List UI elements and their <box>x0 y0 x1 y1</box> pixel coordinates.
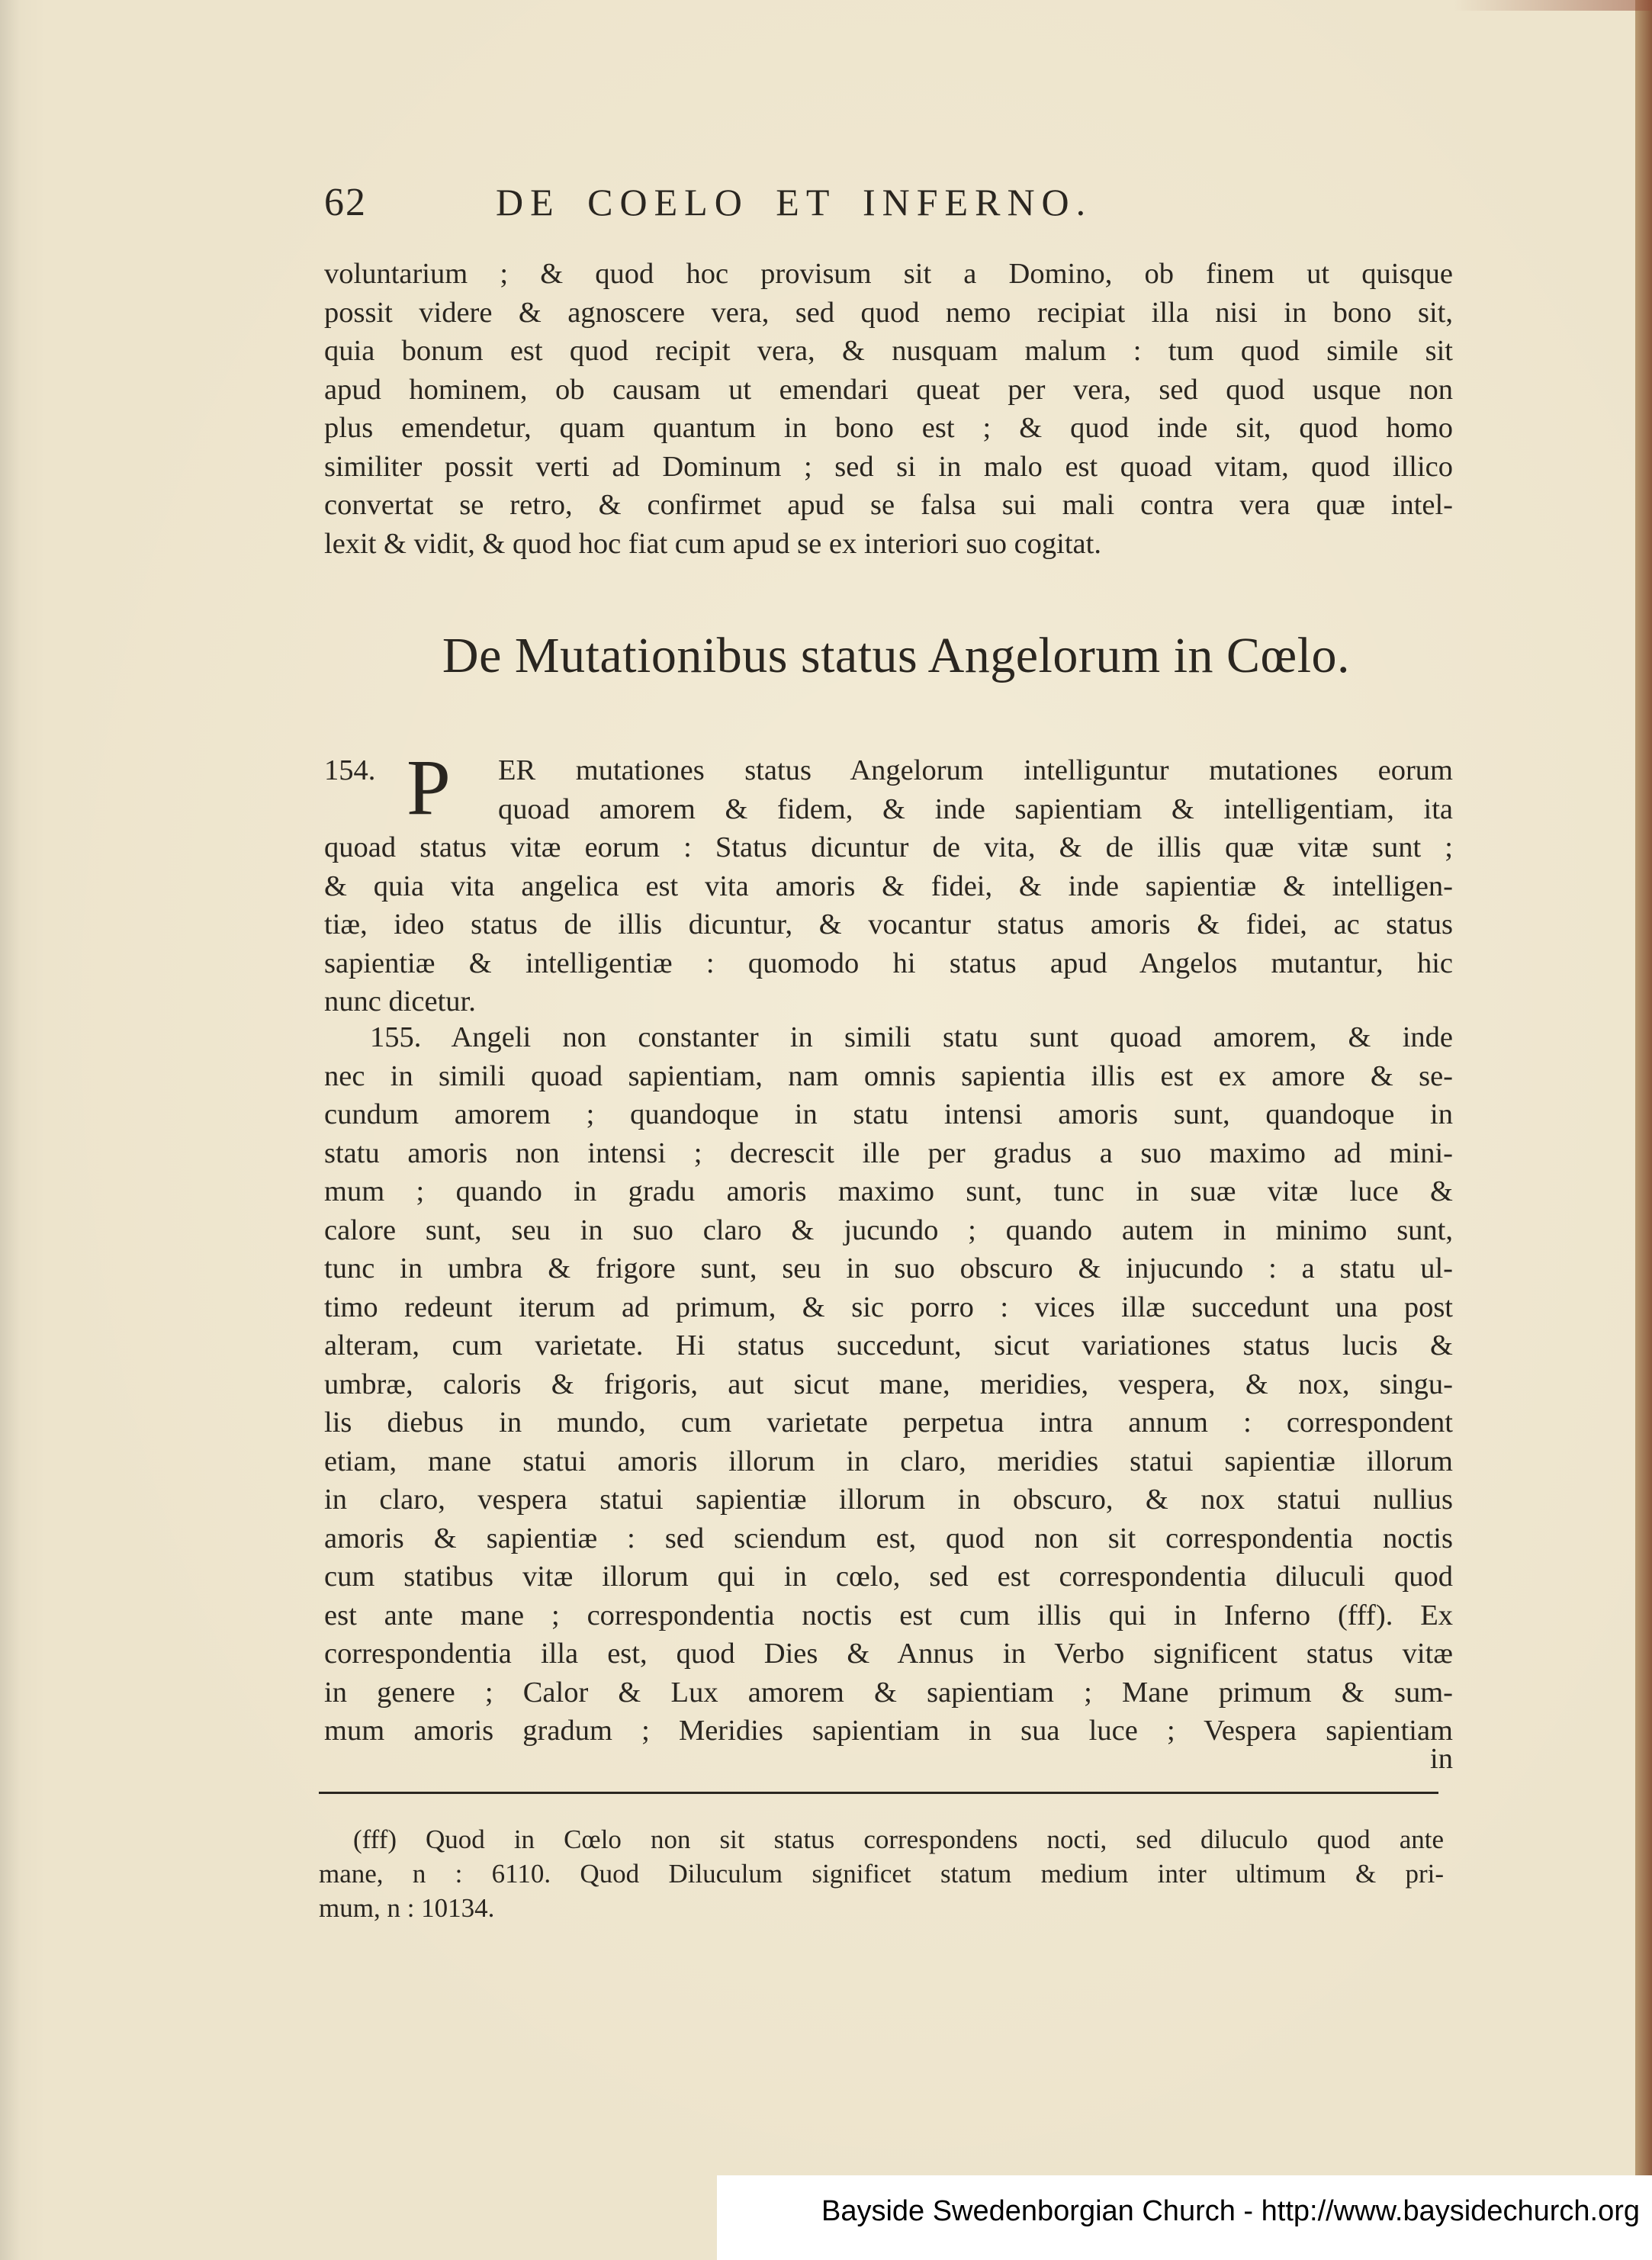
page-number: 62 <box>324 181 367 224</box>
text-line: mum ; quando in gradu amoris maximo sunt, tunc in suæ vitæ luce & <box>324 1175 1453 1207</box>
text-line: cundum amorem ; quandoque in statu intensi amoris sunt, quandoque in <box>324 1098 1453 1130</box>
text-line: timo redeunt iterum ad primum, & sic porro : vices illæ succedunt una post <box>324 1291 1453 1323</box>
section-title: De Mutationibus status Angelorum in Cœlo. <box>442 628 1351 683</box>
text-line: ER mutationes status Angelorum intelliguntur mutationes eorum <box>498 754 1453 786</box>
text-line: similiter possit verti ad Dominum ; sed si in malo est quoad vitam, quod illico <box>324 450 1453 483</box>
text-line: est ante mane ; correspondentia noctis est cum illis qui in Inferno (fff). Ex <box>324 1599 1453 1632</box>
text-line: 155. Angeli non constanter in simili statu sunt quoad amorem, & inde <box>370 1021 1453 1053</box>
text-line: quoad amorem & fidem, & inde sapientiam & intelligentiam, ita <box>498 792 1453 825</box>
watermark-text: Bayside Swedenborgian Church - http://www.baysidechurch.org <box>821 2195 1640 2227</box>
text-line: cum statibus vitæ illorum qui in cœlo, sed est correspondentia diluculi quod <box>324 1561 1453 1593</box>
text-line: lis diebus in mundo, cum varietate perpetua intra annum : correspondent <box>324 1406 1453 1439</box>
footnote-line: (fff) Quod in Cœlo non sit status correspondens nocti, sed diluculo quod ante <box>353 1824 1444 1854</box>
paragraph-number: 154. <box>324 754 376 786</box>
watermark-banner <box>717 2175 1652 2260</box>
footnote-divider <box>319 1792 1438 1794</box>
footnote-line: mum, n : 10134. <box>319 1893 495 1923</box>
text-line: amoris & sapientiæ : sed sciendum est, quod non sit correspondentia noctis <box>324 1522 1453 1554</box>
text-line: in genere ; Calor & Lux amorem & sapientiam ; Mane primum & sum- <box>324 1676 1453 1709</box>
text-line: etiam, mane statui amoris illorum in claro, meridies statui sapientiæ illorum <box>324 1445 1453 1477</box>
continued-paragraph <box>324 255 1453 563</box>
book-spine-edge <box>1635 0 1652 2260</box>
footnote <box>319 1822 1444 1925</box>
text-line: lexit & vidit, & quod hoc fiat cum apud se ex interiori suo cogitat. <box>324 527 1101 560</box>
text-line: calore sunt, seu in suo claro & jucundo ; quando autem in minimo sunt, <box>324 1214 1453 1246</box>
text-line: nec in simili quoad sapientiam, nam omnis sapientia illis est ex amore & se- <box>324 1059 1453 1092</box>
text-line: nunc dicetur. <box>324 985 476 1017</box>
text-line: tiæ, ideo status de illis dicuntur, & vocantur status amoris & fidei, ac status <box>324 908 1453 940</box>
page-header <box>324 180 1453 241</box>
text-line: voluntarium ; & quod hoc provisum sit a Domino, ob finem ut quisque <box>324 258 1453 290</box>
paragraph-155 <box>324 1018 1453 1750</box>
catchword: in <box>1430 1743 1453 1775</box>
page-corner-stain <box>1454 0 1652 11</box>
text-line: quoad status vitæ eorum : Status dicuntur de vita, & de illis quæ vitæ sunt ; <box>324 831 1453 863</box>
drop-cap: P <box>407 744 451 831</box>
text-line: plus emendetur, quam quantum in bono est ; & quod inde sit, quod homo <box>324 412 1453 444</box>
text-line: alteram, cum varietate. Hi status succedunt, sicut variationes status lucis & <box>324 1329 1453 1361</box>
text-line: statu amoris non intensi ; decrescit ille per gradus a suo maximo ad mini- <box>324 1136 1453 1169</box>
text-line: sapientiæ & intelligentiæ : quomodo hi status apud Angelos mutantur, hic <box>324 947 1453 979</box>
text-line: umbræ, caloris & frigoris, aut sicut mane, meridies, vespera, & nox, singu- <box>324 1368 1453 1400</box>
text-line: convertat se retro, & confirmet apud se falsa sui mali contra vera quæ intel- <box>324 489 1453 521</box>
text-line: tunc in umbra & frigore sunt, seu in suo obscuro & injucundo : a statu ul- <box>324 1252 1453 1284</box>
text-line: in claro, vespera statui sapientiæ illorum in obscuro, & nox statui nullius <box>324 1484 1453 1516</box>
running-head: DE COELO ET INFERNO. <box>496 181 1093 223</box>
footnote-line: mane, n : 6110. Quod Diluculum significet statum medium inter ultimum & pri- <box>319 1859 1444 1889</box>
text-line: & quia vita angelica est vita amoris & fidei, & inde sapientiæ & intelligen- <box>324 870 1453 902</box>
text-line: apud hominem, ob causam ut emendari queat per vera, sed quod usque non <box>324 373 1453 406</box>
paragraph-154 <box>324 744 1453 1021</box>
text-line: possit videre & agnoscere vera, sed quod nemo recipiat illa nisi in bono sit, <box>324 296 1453 329</box>
text-line: quia bonum est quod recipit vera, & nusquam malum : tum quod simile sit <box>324 335 1453 367</box>
text-line: mum amoris gradum ; Meridies sapientiam in sua luce ; Vespera sapientiam <box>324 1715 1453 1747</box>
text-line: correspondentia illa est, quod Dies & Annus in Verbo significent status vitæ <box>324 1638 1453 1670</box>
